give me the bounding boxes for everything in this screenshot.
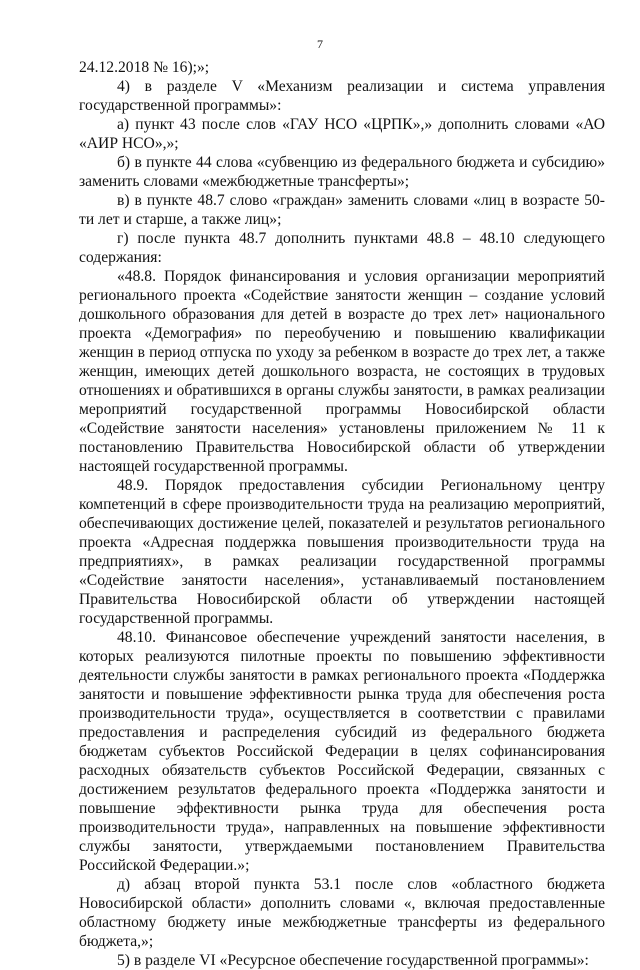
paragraph-item-4b: б) в пункте 44 слова «субвенцию из федерального бюджета и субсидию» заменить словами «межбюджетные трансферты»; xyxy=(79,154,605,190)
document-body xyxy=(79,58,605,970)
paragraph-item-4v: в) в пункте 48.7 слово «граждан» заменить словами «лиц в возрасте 50-ти лет и старше, а также лиц»; xyxy=(79,192,605,228)
page-number: 7 xyxy=(317,37,323,51)
paragraph-item-4d: д) абзац второй пункта 53.1 после слов «областного бюджета Новосибирской области» дополнить словами «, включая предоставленные областному бюджету иные межбюджетные трансферты из федерального бюджета,»; xyxy=(79,876,605,950)
paragraph-point-48-10: 48.10. Финансовое обеспечение учреждений занятости населения, в которых реализуются пилотные проекты по повышению эффективности деятельности службы занятости в рамках регионального проекта «Поддержка занятости и повышение эффективности рынка труда для обеспечения роста производительности труда», осуществляется в соответствии с правилами предоставления и распределения субсидий из федерального бюджета бюджетам субъектов Российской Федерации в целях софинансирования расходных обязательств субъектов Российской Федерации, связанных с достижением результатов федерального проекта «Поддержка занятости и повышение эффективности рынка труда для обеспечения роста производительности труда», направленных на повышение эффективности службы занятости, утверждаемыми постановлением Правительства Российской Федерации.»; xyxy=(79,629,605,874)
paragraph-item-4: 4) в разделе V «Механизм реализации и система управления государственной программы»: xyxy=(79,78,605,114)
paragraph-item-4g: г) после пункта 48.7 дополнить пунктами 48.8 – 48.10 следующего содержания: xyxy=(79,230,605,266)
paragraph-item-5: 5) в разделе VI «Ресурсное обеспечение государственной программы»: xyxy=(117,952,589,969)
paragraph-point-48-9: 48.9. Порядок предоставления субсидии Региональному центру компетенций в сфере производительности труда на реализацию мероприятий, обеспечивающих достижение целей, показателей и результатов регионального проекта «Адресная поддержка повышения производительности труда на предприятиях», в рамках реализации государственной программы «Содействие занятости населения», устанавливаемый постановлением Правительства Новосибирской области об утверждении настоящей государственной программы. xyxy=(79,477,605,627)
paragraph-item-4a: а) пункт 43 после слов «ГАУ НСО «ЦРПК»,» дополнить словами «АО «АИР НСО»,»; xyxy=(79,116,605,152)
paragraph-date-reference: 24.12.2018 № 16);»; xyxy=(79,59,210,76)
paragraph-point-48-8: «48.8. Порядок финансирования и условия организации мероприятий регионального проекта «Содействие занятости женщин – создание условий дошкольного образования для детей в возрасте до трех лет» национального проекта «Демография» по переобучению и повышению квалификации женщин в период отпуска по уходу за ребенком в возрасте до трех лет, а также женщин, имеющих детей дошкольного возраста, не состоящих в трудовых отношениях и обратившихся в органы службы занятости, в рамках реализации мероприятий государственной программы Новосибирской области «Содействие занятости населения» установлены приложением № 11 к постановлению Правительства Новосибирской области об утверждении настоящей государственной программы. xyxy=(79,268,605,475)
